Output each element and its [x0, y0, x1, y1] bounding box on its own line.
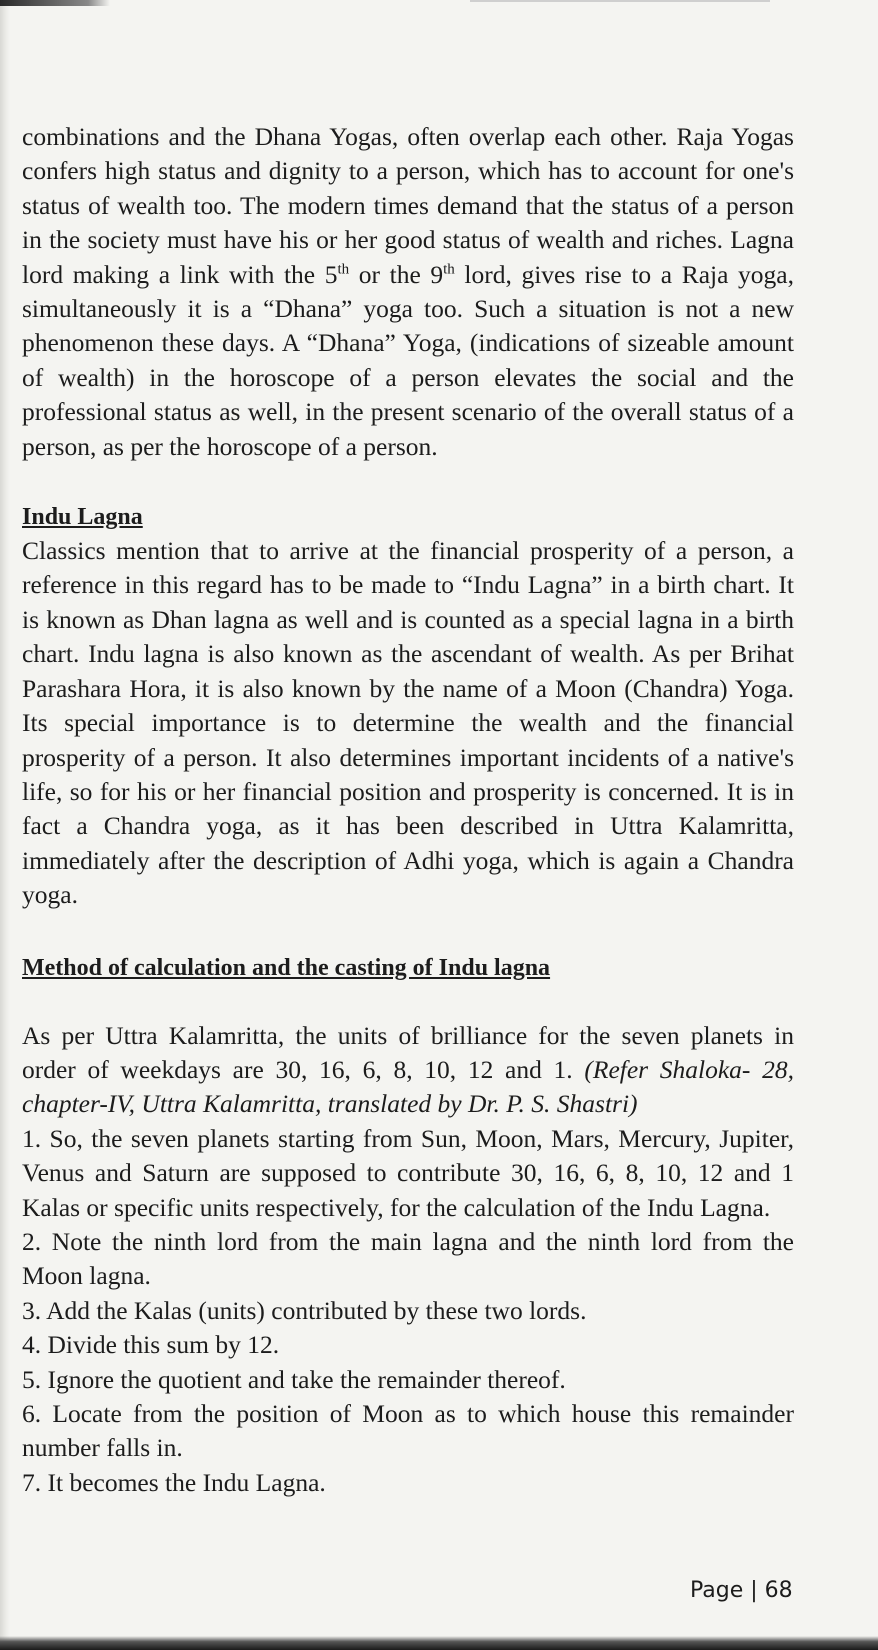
step-item: 1. So, the seven planets starting from Sun, Moon, Mars, Mercury, Jupiter, Venus and Saturn are supposed to contribute 30, 16, 6, 8, 10, 12 and 1 Kalas or specific units respectively, for the calculation of the Indu Lagna. [22, 1123, 794, 1222]
calculation-steps-list [22, 1122, 794, 1500]
heading-method-calculation: Method of calculation and the casting of Indu lagna [22, 954, 551, 981]
step-item: 3. Add the Kalas (units) contributed by these two lords. [22, 1295, 587, 1325]
paragraph-units-of-brilliance: As per Uttra Kalamritta, the units of brilliance for the seven planets in order of weekdays are 30, 16, 6, 8, 10, 12 and 1. (Refer Shaloka- 28, chapter-IV, Uttra Kalamritta, translated by Dr. P. S. Shastri) [22, 1020, 794, 1119]
paragraph-indu-lagna: Classics mention that to arrive at the financial prosperity of a person, a reference in this regard has to be made to “Indu Lagna” in a birth chart. It is known as Dhan lagna as well and is counted as a special lagna in a birth chart. Indu lagna is also known as the ascendant of wealth. As per Brihat Parashara Hora, it is also known by the name of a Moon (Chandra) Yoga. Its special importance is to determine the wealth and the financial prosperity of a person. It also determines important incidents of a native's life, so for his or her financial position and prosperity is concerned. It is in fact a Chandra yoga, as it has been described in Uttra Kalamritta, immediately after the description of Adhi yoga, which is again a Chandra yoga. [22, 536, 794, 910]
page-shadow-top [0, 0, 110, 6]
step-item: 7. It becomes the Indu Lagna. [22, 1467, 326, 1497]
heading-indu-lagna: Indu Lagna [22, 504, 143, 531]
page-shadow-left [0, 0, 10, 1650]
page-edge-line [470, 0, 770, 2]
paragraph-dhana-yogas: combinations and the Dhana Yogas, often overlap each other. Raja Yogas confers high status and dignity to a person, which has to account for one's status of wealth too. The modern times demand that the status of a person in the society must have his or her good status of wealth and riches. Lagna lord making a link with the 5th or the 9th lord, gives rise to a Raja yoga, simultaneously it is a “Dhana” yoga too. Such a situation is not a new phenomenon these days. A “Dhana” Yoga, (indications of sizeable amount of wealth) in the horoscope of a person elevates the social and the professional status as well, in the present scenario of the overall status of a person, as per the horoscope of a person. [22, 122, 794, 461]
document-body [22, 120, 794, 1500]
step-item: 4. Divide this sum by 12. [22, 1330, 280, 1360]
step-item: 2. Note the ninth lord from the main lagna and the ninth lord from the Moon lagna. [22, 1226, 794, 1291]
step-item: 5. Ignore the quotient and take the remainder thereof. [22, 1364, 566, 1394]
page-shadow-bottom [0, 1636, 878, 1650]
page-number: Page | 68 [690, 1578, 793, 1603]
step-item: 6. Locate from the position of Moon as to which house this remainder number falls in. [22, 1399, 794, 1463]
